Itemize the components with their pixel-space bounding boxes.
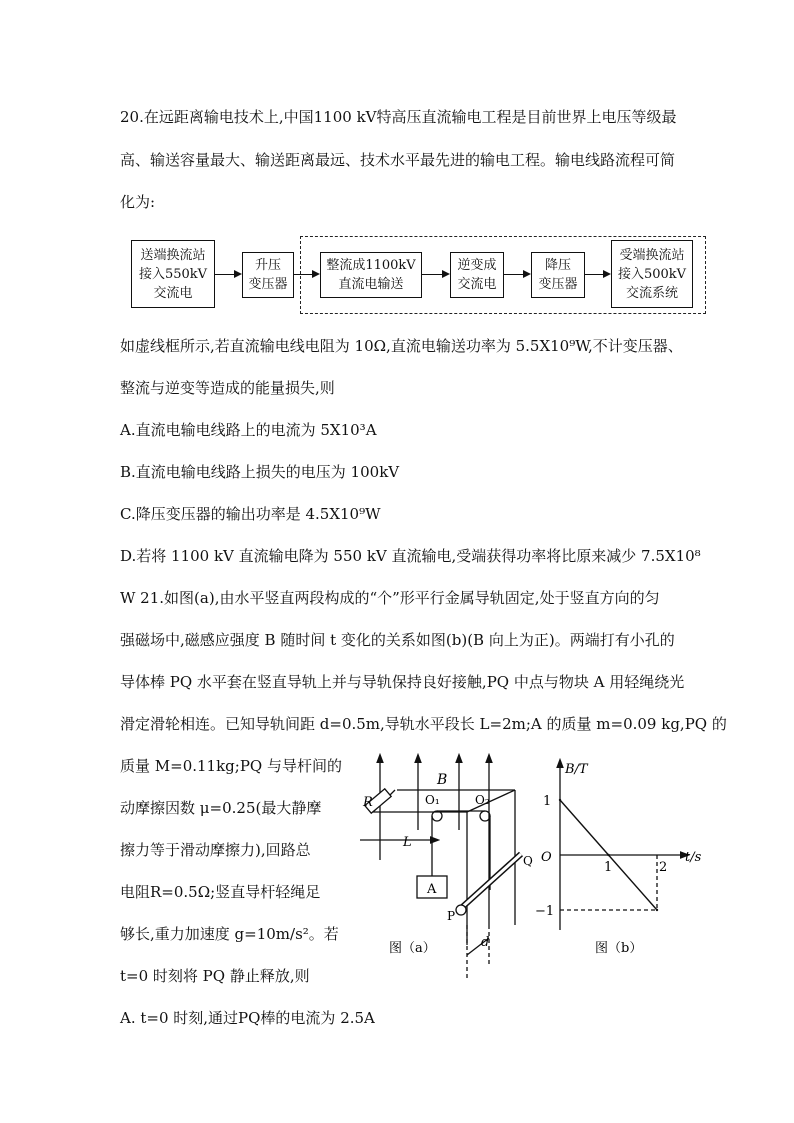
flow-arrow xyxy=(293,274,318,275)
figure-b xyxy=(525,755,715,965)
flow-arrow xyxy=(503,274,529,275)
fig-a-caption: 图（a） xyxy=(389,941,436,956)
q21-line6: 动摩擦因数 μ=0.25(最大静摩 xyxy=(120,799,322,817)
fig-a-label-l: L xyxy=(403,835,412,850)
q21-option-a: A. t=0 时刻,通过PQ棒的电流为 2.5A xyxy=(120,1009,375,1027)
q21-line3: 导体棒 PQ 水平套在竖直导轨上并与导轨保持良好接触,PQ 中点与物块 A 用轻绳绕光 xyxy=(120,673,685,691)
fig-a-label-r: R xyxy=(363,795,373,810)
q21-line2: 强磁场中,磁感应强度 B 随时间 t 变化的关系如图(b)(B 向上为正)。两端打有小孔的 xyxy=(120,631,675,649)
fig-a-label-d: d xyxy=(481,935,490,950)
fig-a-label-o2: O₂ xyxy=(475,793,490,807)
flow-arrow xyxy=(584,274,609,275)
q20-line4: 如虚线框所示,若直流输电线电阻为 10Ω,直流电输送功率为 5.5X10⁹W,不计变压器、 xyxy=(120,337,683,355)
flow-arrow xyxy=(214,274,240,275)
fig-a-label-q: Q xyxy=(523,854,533,868)
q20-option-b: B.直流电输电线路上损失的电压为 100kV xyxy=(120,463,400,481)
figure-a xyxy=(355,750,535,980)
q20-option-d: D.若将 1100 kV 直流输电降为 550 kV 直流输电,受端获得功率将比原来减少 7.5X10⁸ xyxy=(120,547,701,565)
q21-line9: 够长,重力加速度 g=10m/s²。若 xyxy=(120,925,339,943)
q20-line2: 高、输送容量最大、输送距离最远、技术水平最先进的输电工程。输电线路流程可简 xyxy=(120,151,676,169)
flow-box-rectify: 整流成1100kV 直流电输送 xyxy=(320,252,422,298)
fig-b-ylabel: B/T xyxy=(565,762,588,777)
bt-point-2 xyxy=(656,909,658,911)
q20-line5: 整流与逆变等造成的能量损失,则 xyxy=(120,379,335,397)
fig-b-tick-x2: 2 xyxy=(659,860,668,875)
q20-line3: 化为: xyxy=(120,193,156,211)
fig-a-label-o1: O₁ xyxy=(425,793,440,807)
fig-b-tick-ym1: −1 xyxy=(535,904,555,919)
q20-option-a: A.直流电输电线路上的电流为 5X10³A xyxy=(120,421,377,439)
q21-line10: t=0 时刻将 PQ 静止释放,则 xyxy=(120,967,310,985)
q20-line1: 20.在远距离输电技术上,中国1100 kV特高压直流输电工程是目前世界上电压等级最 xyxy=(120,108,677,126)
q21-line8: 电阻R=0.5Ω;竖直导杆轻绳足 xyxy=(120,883,321,901)
fig-b-tick-y1: 1 xyxy=(543,794,552,809)
fig-b-xlabel: t/s xyxy=(685,850,702,865)
bt-point-0 xyxy=(559,799,561,801)
fig-a-label-p: P xyxy=(447,909,456,923)
flow-box-step-up: 升压 变压器 xyxy=(242,252,294,298)
flow-box-receiving-station: 受端换流站 接入500kV 交流系统 xyxy=(611,240,693,308)
fig-b-caption: 图（b） xyxy=(595,941,643,956)
bt-point-1 xyxy=(607,854,609,856)
flow-box-sending-station: 送端换流站 接入550kV 交流电 xyxy=(131,240,215,308)
fig-b-origin: O xyxy=(541,850,552,865)
q21-line1: W 21.如图(a),由水平竖直两段构成的“个”形平行金属导轨固定,处于竖直方向的匀 xyxy=(120,589,660,607)
q21-line5: 质量 M=0.11kg;PQ 与导杆间的 xyxy=(120,757,342,775)
q21-line7: 擦力等于滑动摩擦力),回路总 xyxy=(120,841,311,859)
fig-b-tick-x1: 1 xyxy=(604,860,613,875)
flow-box-invert: 逆变成 交流电 xyxy=(450,252,504,298)
flow-box-step-down: 降压 变压器 xyxy=(531,252,585,298)
fig-a-label-a: A xyxy=(427,882,437,897)
q20-option-c: C.降压变压器的输出功率是 4.5X10⁹W xyxy=(120,505,381,523)
flow-arrow xyxy=(421,274,448,275)
q21-line4: 滑定滑轮相连。已知导轨间距 d=0.5m,导轨水平段长 L=2m;A 的质量 m=0.09 kg,PQ 的 xyxy=(120,715,727,733)
fig-a-label-b: B xyxy=(437,772,448,788)
